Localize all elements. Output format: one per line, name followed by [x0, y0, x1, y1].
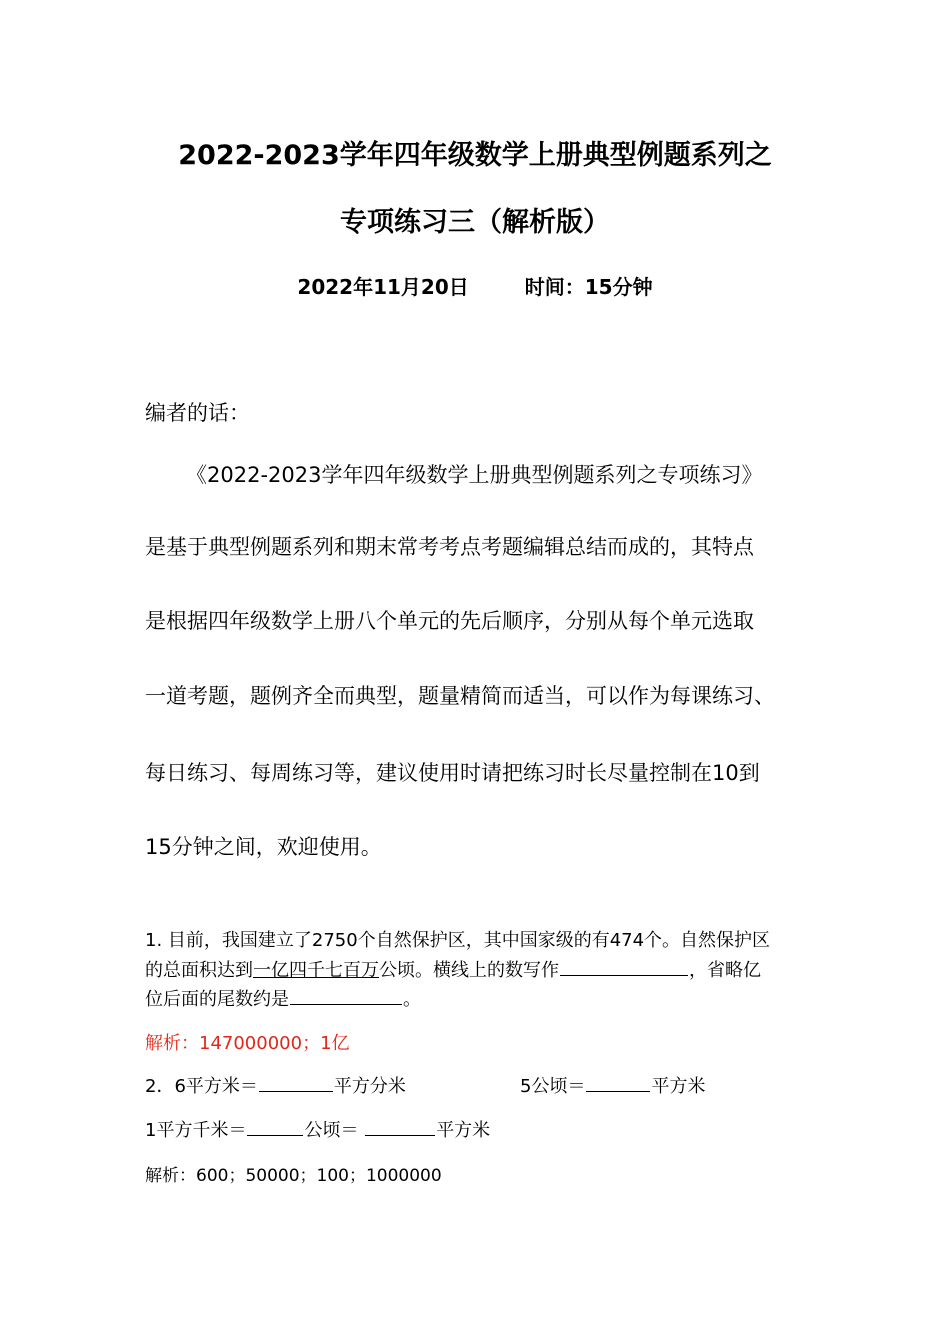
question-2-answer: 解析：600；50000；100；1000000	[145, 1166, 442, 1186]
q2-text: 5公顷＝	[520, 1076, 586, 1097]
underlined-number-words: 一亿四千七百万	[253, 960, 379, 981]
intro-heading: 编者的话：	[145, 401, 250, 425]
q1-text: 。	[403, 989, 421, 1010]
q1-text: 的总面积达到	[145, 960, 253, 981]
q2-text: 平方米	[436, 1120, 491, 1141]
answer-blank[interactable]	[365, 1117, 435, 1136]
intro-line: 是基于典型例题系列和期末常考考点考题编辑总结而成的，其特点	[145, 535, 754, 559]
question-1-line-1: 1. 目前，我国建立了2750个自然保护区，其中国家级的有474个。自然保护区	[145, 930, 771, 951]
question-2-line-1-right	[520, 1072, 705, 1098]
question-1-line-2	[145, 956, 761, 982]
meta-line	[0, 271, 950, 300]
answer-blank[interactable]	[290, 986, 402, 1005]
title-line-1: 2022-2023学年四年级数学上册典型例题系列之	[178, 140, 772, 171]
intro-line: 一道考题，题例齐全而典型，题量精简而适当，可以作为每课练习、	[145, 684, 775, 708]
question-1-answer: 解析：147000000；1亿	[145, 1033, 350, 1054]
answer-blank[interactable]	[247, 1117, 303, 1136]
q2-text: 平方分米	[333, 1076, 406, 1097]
q1-text: 位后面的尾数约是	[145, 989, 289, 1010]
q2-text: 公顷＝	[304, 1120, 365, 1141]
duration: 时间：15分钟	[524, 275, 653, 299]
intro-line: 是根据四年级数学上册八个单元的先后顺序，分别从每个单元选取	[145, 609, 754, 633]
q2-text: 平方米	[651, 1076, 706, 1097]
intro-line: 《2022-2023学年四年级数学上册典型例题系列之专项练习》	[186, 463, 763, 487]
answer-blank[interactable]	[560, 957, 688, 976]
date: 2022年11月20日	[297, 275, 469, 299]
question-2-line-2	[145, 1116, 490, 1142]
title-line-2: 专项练习三（解析版）	[340, 207, 610, 238]
q2-text: 2．6平方米＝	[145, 1076, 258, 1097]
question-2-line-1	[145, 1072, 406, 1098]
q1-text: ，省略亿	[689, 960, 761, 981]
answer-blank[interactable]	[259, 1073, 333, 1092]
q1-text: 公顷。横线上的数写作	[379, 960, 559, 981]
intro-line: 15分钟之间，欢迎使用。	[145, 835, 382, 859]
q2-text: 1平方千米＝	[145, 1120, 247, 1141]
answer-blank[interactable]	[586, 1073, 650, 1092]
question-1-line-3	[145, 985, 421, 1011]
intro-line: 每日练习、每周练习等，建议使用时请把练习时长尽量控制在10到	[145, 761, 760, 785]
